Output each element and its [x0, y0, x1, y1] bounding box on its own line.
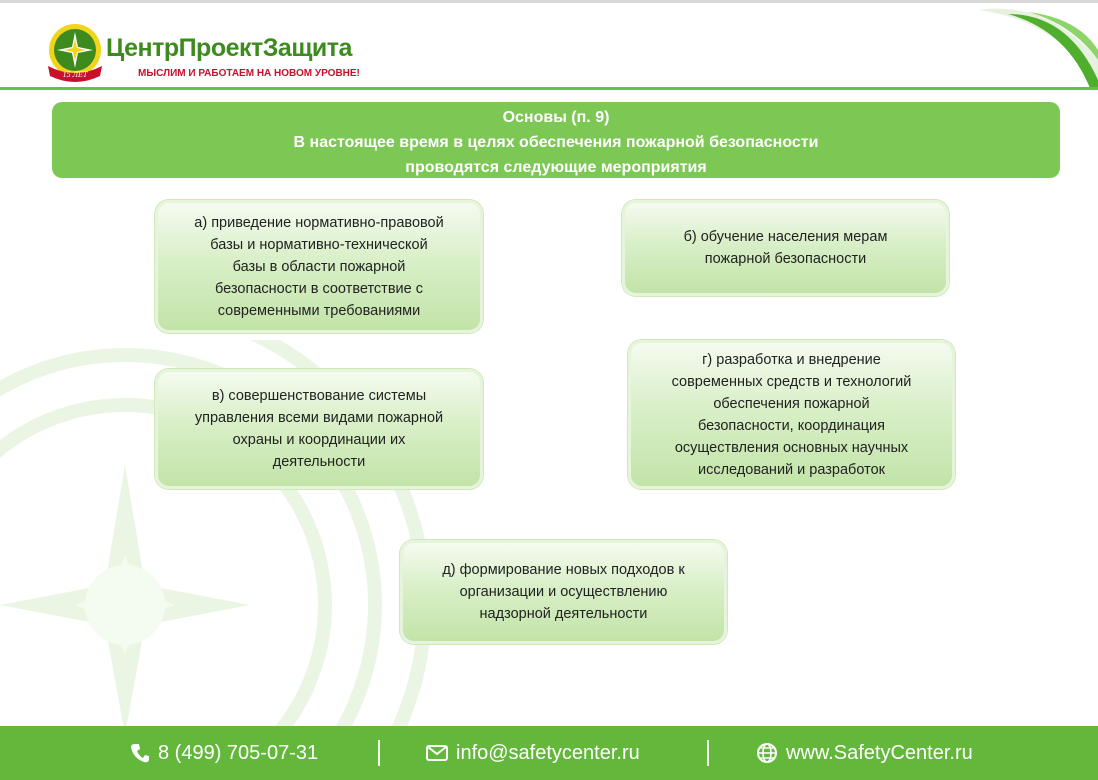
- card-g-line: исследований и разработок: [698, 461, 885, 478]
- decorative-swoosh: [968, 0, 1098, 88]
- slide-title: [52, 102, 1060, 178]
- footer-website[interactable]: [756, 726, 973, 780]
- card-g-line: г) разработка и внедрение: [702, 351, 881, 368]
- card-d-line: организации и осуществлению: [459, 584, 668, 600]
- card-a-line: базы в области пожарной: [232, 258, 406, 275]
- card-v-line: управления всеми видами пожарной: [194, 410, 444, 426]
- card-b-line: пожарной безопасности: [704, 251, 867, 267]
- card-b-line: б) обучение населения мерам: [683, 229, 888, 245]
- website-url: www.SafetyCenter.ru: [786, 741, 973, 764]
- company-logo: [44, 22, 364, 84]
- card-a-line: а) приведение нормативно-правовой: [194, 214, 444, 231]
- card-d-line: д) формирование новых подходов к: [442, 562, 685, 578]
- header-divider: [0, 87, 1098, 90]
- top-border: [0, 0, 1098, 3]
- email-address: info@safetycenter.ru: [456, 741, 640, 764]
- title-line-2: В настоящее время в целях обеспечения пожарной безопасности: [293, 134, 819, 151]
- globe-icon: [756, 742, 778, 764]
- title-line-1: Основы (п. 9): [502, 109, 610, 126]
- card-v-line: деятельности: [272, 454, 366, 470]
- measure-card-g: [628, 340, 955, 489]
- card-g-line: осуществления основных научных: [674, 439, 909, 456]
- footer-separator: [707, 740, 709, 766]
- card-v-line: охраны и координации их: [232, 432, 406, 448]
- measure-card-v: [155, 369, 483, 489]
- card-a-line: безопасности в соответствие с: [215, 280, 423, 297]
- card-d-line: надзорной деятельности: [479, 606, 648, 622]
- phone-number: 8 (499) 705-07-31: [158, 741, 319, 764]
- card-a-line: базы и нормативно-технической: [210, 236, 428, 253]
- logo-emblem-icon: [44, 22, 106, 84]
- envelope-icon: [426, 745, 448, 761]
- footer-separator: [378, 740, 380, 766]
- logo-name: ЦентрПроектЗащита: [106, 34, 352, 62]
- logo-tagline: МЫСЛИМ И РАБОТАЕМ НА НОВОМ УРОВНЕ!: [138, 68, 360, 79]
- measure-card-d: [400, 540, 727, 644]
- card-g-line: безопасности, координация: [698, 417, 885, 434]
- measure-card-b: [622, 200, 949, 296]
- card-a-line: современными требованиями: [217, 302, 421, 319]
- logo-badge: 15 ЛЕТ: [62, 70, 88, 79]
- title-line-3: проводятся следующие мероприятия: [405, 159, 707, 176]
- footer-phone[interactable]: [130, 726, 318, 780]
- footer-email[interactable]: [426, 726, 640, 780]
- card-g-line: обеспечения пожарной: [713, 395, 870, 412]
- card-v-line: в) совершенствование системы: [211, 388, 427, 404]
- footer-bar: [0, 726, 1098, 780]
- phone-icon: [130, 742, 150, 764]
- card-g-line: современных средств и технологий: [671, 373, 912, 390]
- measure-card-a: [155, 200, 483, 333]
